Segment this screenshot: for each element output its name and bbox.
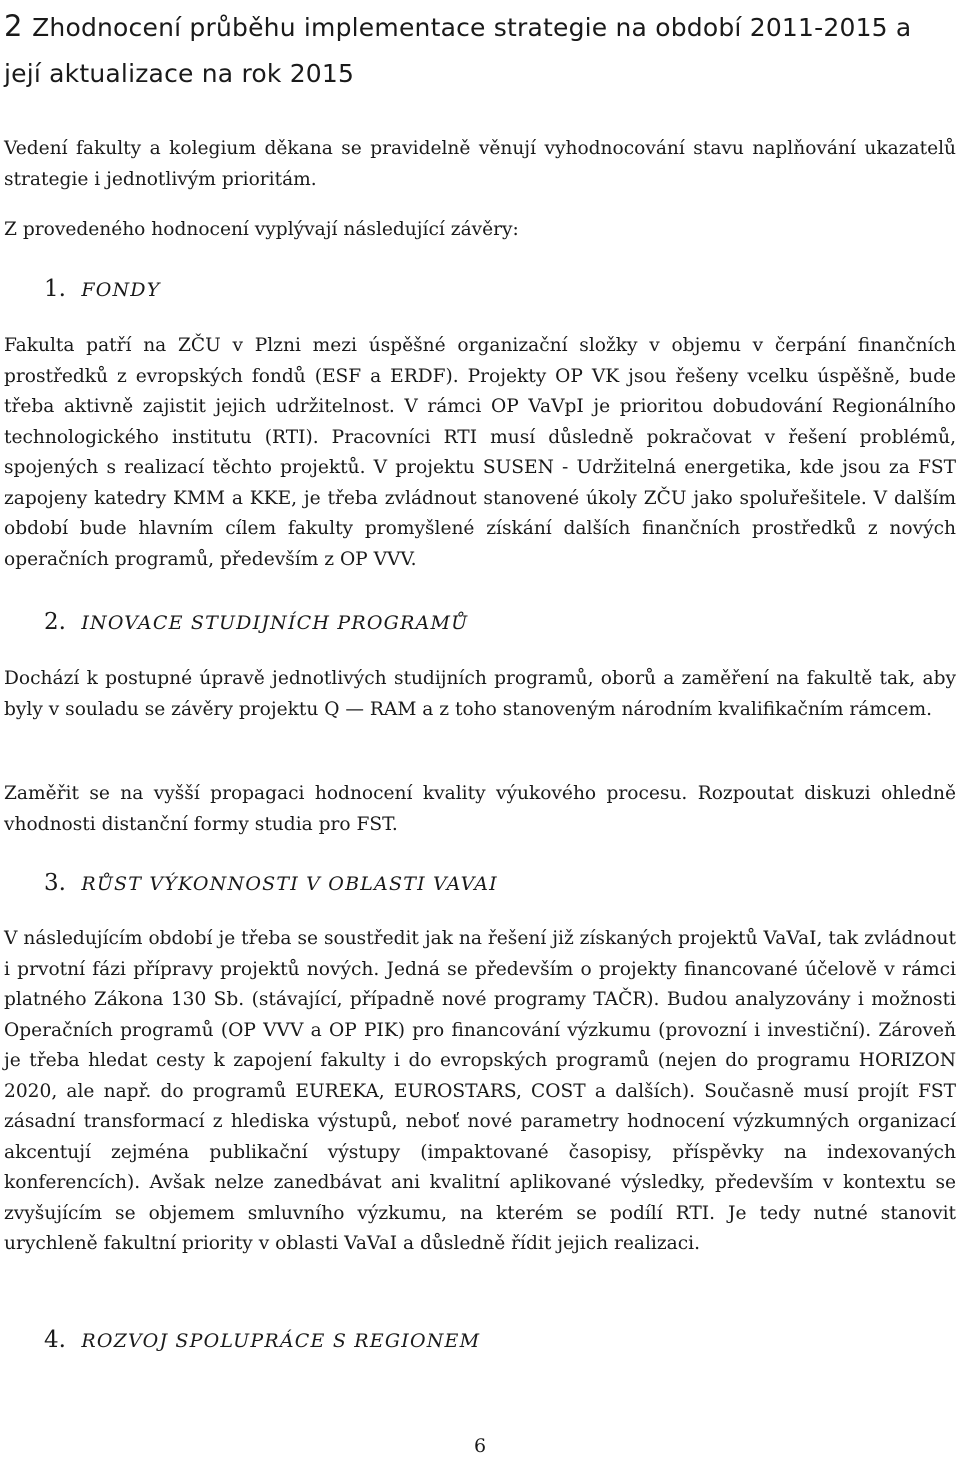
section-paragraph: V následujícím období je třeba se soustředit jak na řešení již získaných projektů VaVaI, tak zvládnout i prvotní fázi přípravy projektů nových. Jedná se především o projekty financované účelově v rámci platného Zákona 130 Sb. (stávající, případně nové programy TAČR). Budou analyzovány i možnosti Operačních programů (OP VVV a OP PIK) pro financování výzkumu (provozní i investiční). Zároveň je třeba hledat cesty k zapojení fakulty i do evropských programů (nejen do programu HORIZON 2020, ale např. do programů EUREKA, EUROSTARS, COST a dalších). Současně musí projít FST zásadní transformací z hlediska výstupů, neboť nové parametry hodnocení výzkumných organizací akcentují zejména publikační výstupy (impaktované časopisy, příspěvky na indexovaných konferencích). Avšak nelze zanedbávat ani kvalitní aplikované výsledky, především v kontextu se zvyšujícím se objemem smluvního výzkumu, na kterém se podílí RTI. Je tedy nutné stanovit urychleně fakultní priority v oblasti VaVaI a důsledně řídit jejich realizaci. [4,928,956,1254]
section-number: 4. [44,1327,66,1353]
section-number: 2. [44,609,66,635]
intro-conclusions-line: Z provedeného hodnocení vyplývají následující závěry: [4,219,519,240]
section-paragraph: Dochází k postupné úpravě jednotlivých studijních programů, oborů a zaměření na fakultě tak, aby byly v souladu se závěry projektu Q — RAM a z toho stanoveným národním kvalifikačním rámcem. [4,668,956,720]
chapter-number: 2 [4,9,23,43]
section-title: ROZVOJ SPOLUPRÁCE S REGIONEM [81,1330,481,1352]
intro-paragraph: Vedení fakulty a kolegium děkana se pravidelně věnují vyhodnocování stavu naplňování ukazatelů strategie i jednotlivým prioritám. [4,138,956,190]
section-title: INOVACE STUDIJNÍCH PROGRAMŮ [81,612,469,634]
section-heading-region [44,1323,480,1358]
section-title: RŮST VÝKONNOSTI V OBLASTI VAVAI [81,873,498,895]
section-heading-inovace [44,605,468,640]
section-heading-vavai [44,866,498,901]
chapter-heading [4,4,954,96]
section-heading-fondy [44,272,160,307]
section-paragraph: Zaměřit se na vyšší propagaci hodnocení kvality výukového procesu. Rozpoutat diskuzi ohledně vhodnosti distanční formy studia pro FST. [4,783,956,835]
section-number: 1. [44,276,66,302]
section-number: 3. [44,870,66,896]
chapter-title: Zhodnocení průběhu implementace strategie na období 2011-2015 a její aktualizace na rok 2015 [4,13,912,88]
page-number: 6 [473,1435,487,1457]
section-paragraph: Fakulta patří na ZČU v Plzni mezi úspěšné organizační složky v objemu v čerpání finančních prostředků z evropských fondů (ESF a ERDF). Projekty OP VK jsou řešeny vcelku úspěšně, bude třeba aktivně zajistit jejich udržitelnost. V rámci OP VaVpI je prioritou dobudování Regionálního technologického institutu (RTI). Pracovníci RTI musí důsledně pokračovat v řešení problémů, spojených s realizací těchto projektů. V projektu SUSEN - Udržitelná energetika, kde jsou za FST zapojeny katedry KMM a KKE, je třeba zvládnout stanovené úkoly ZČU jako spoluřešitele. V dalším období bude hlavním cílem fakulty promyšlené získání dalších finančních prostředků z nových operačních programů, především z OP VVV. [4,335,956,570]
section-title: FONDY [81,279,161,301]
